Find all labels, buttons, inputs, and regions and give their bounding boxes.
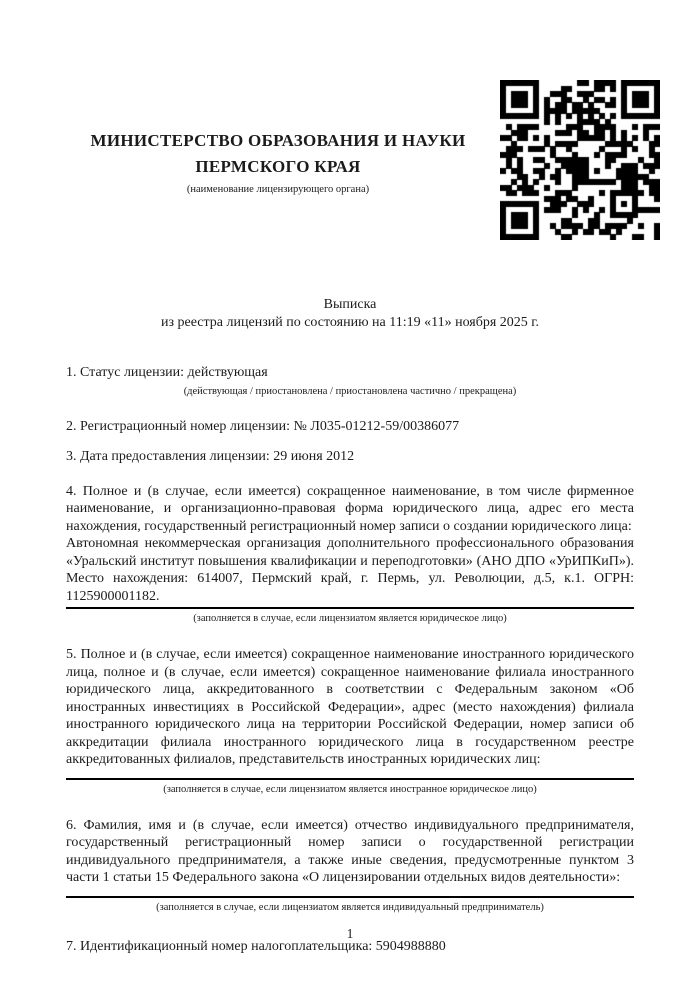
licensing-authority-caption: (наименование лицензирующего органа) <box>186 184 370 195</box>
license-status-note: (действующая / приостановлена / приостановлена частично / прекращена) <box>183 385 517 397</box>
field-grant-date: 3. Дата предоставления лицензии: 29 июня 2012 <box>66 449 355 464</box>
ministry-name-line1: МИНИСТЕРСТВО ОБРАЗОВАНИЯ И НАУКИ <box>90 131 466 150</box>
qr-code <box>500 80 660 240</box>
field-registration-number: 2. Регистрационный номер лицензии: № Л035-01212-59/00386077 <box>66 418 460 434</box>
field-entrepreneur-label: 6. Фамилия, имя и (в случае, если имеется) отчество индивидуального предпринимателя, государственный регистрационный номер записи о государственной регистрации индивидуального предпринимателя, а также иные сведения, предусмотренные пунктом 3 части 1 статьи 15 Федерального закона «О лицензировании отдельных видов деятельности»: <box>66 817 634 885</box>
document-body <box>66 296 634 955</box>
fill-in-line-entrepreneur <box>66 896 634 898</box>
field-license-status: 1. Статус лицензии: действующая <box>66 365 268 380</box>
field-legal-entity-label: 4. Полное и (в случае, если имеется) сокращенное наименование, в том числе фирменное наименование, и организационно-правовая форма юридического лица, адрес его места нахождения, государственный регистрационный номер записи о создании юридического лица: <box>66 483 634 534</box>
fill-in-line-legal-entity <box>66 607 634 609</box>
document-title-line2: из реестра лицензий по состоянию на 11:19 «11» ноября 2025 г. <box>161 315 539 330</box>
field-taxpayer-id: 7. Идентификационный номер налогоплательщика: 5904988880 <box>66 938 446 954</box>
page-number: 1 <box>346 926 354 941</box>
field-foreign-entity-label: 5. Полное и (в случае, если имеется) сокращенное наименование иностранного юридического лица, полное и (в случае, если имеется) сокращенное наименование филиала иностранного юридического лица, аккредитованного в соответствии с Федеральным законом «Об иностранных инвестициях в Российской Федерации», адрес (место нахождения) филиала иностранного юридического лица на территории Российской Федерации, номер записи об аккредитации филиала иностранного юридического лица в государственном реестре аккредитованных филиалов, представительств иностранных юридических лиц: <box>66 647 634 767</box>
foreign-entity-note: (заполняется в случае, если лицензиатом является иностранное юридическое лицо) <box>163 783 537 795</box>
ministry-name-line2: ПЕРМСКОГО КРАЯ <box>195 157 361 176</box>
fill-in-line-foreign-entity <box>66 778 634 780</box>
licensing-authority-header <box>66 128 490 196</box>
document-title-line1: Выписка <box>323 297 377 312</box>
entrepreneur-note: (заполняется в случае, если лицензиатом является индивидуальный предприниматель) <box>156 901 544 913</box>
field-legal-entity-value: Автономная некоммерческая организация дополнительного профессионального образования «Уральский институт повышения квалификации и переподготовки» (АНО ДПО «УрИПКиП»). Место нахождения: 614007, Пермский край, г. Пермь, ул. Революции, д.5, к.1. ОГРН: 1125900001182. <box>66 536 634 604</box>
legal-entity-note: (заполняется в случае, если лицензиатом является юридическое лицо) <box>193 613 507 624</box>
document-title <box>66 296 634 332</box>
